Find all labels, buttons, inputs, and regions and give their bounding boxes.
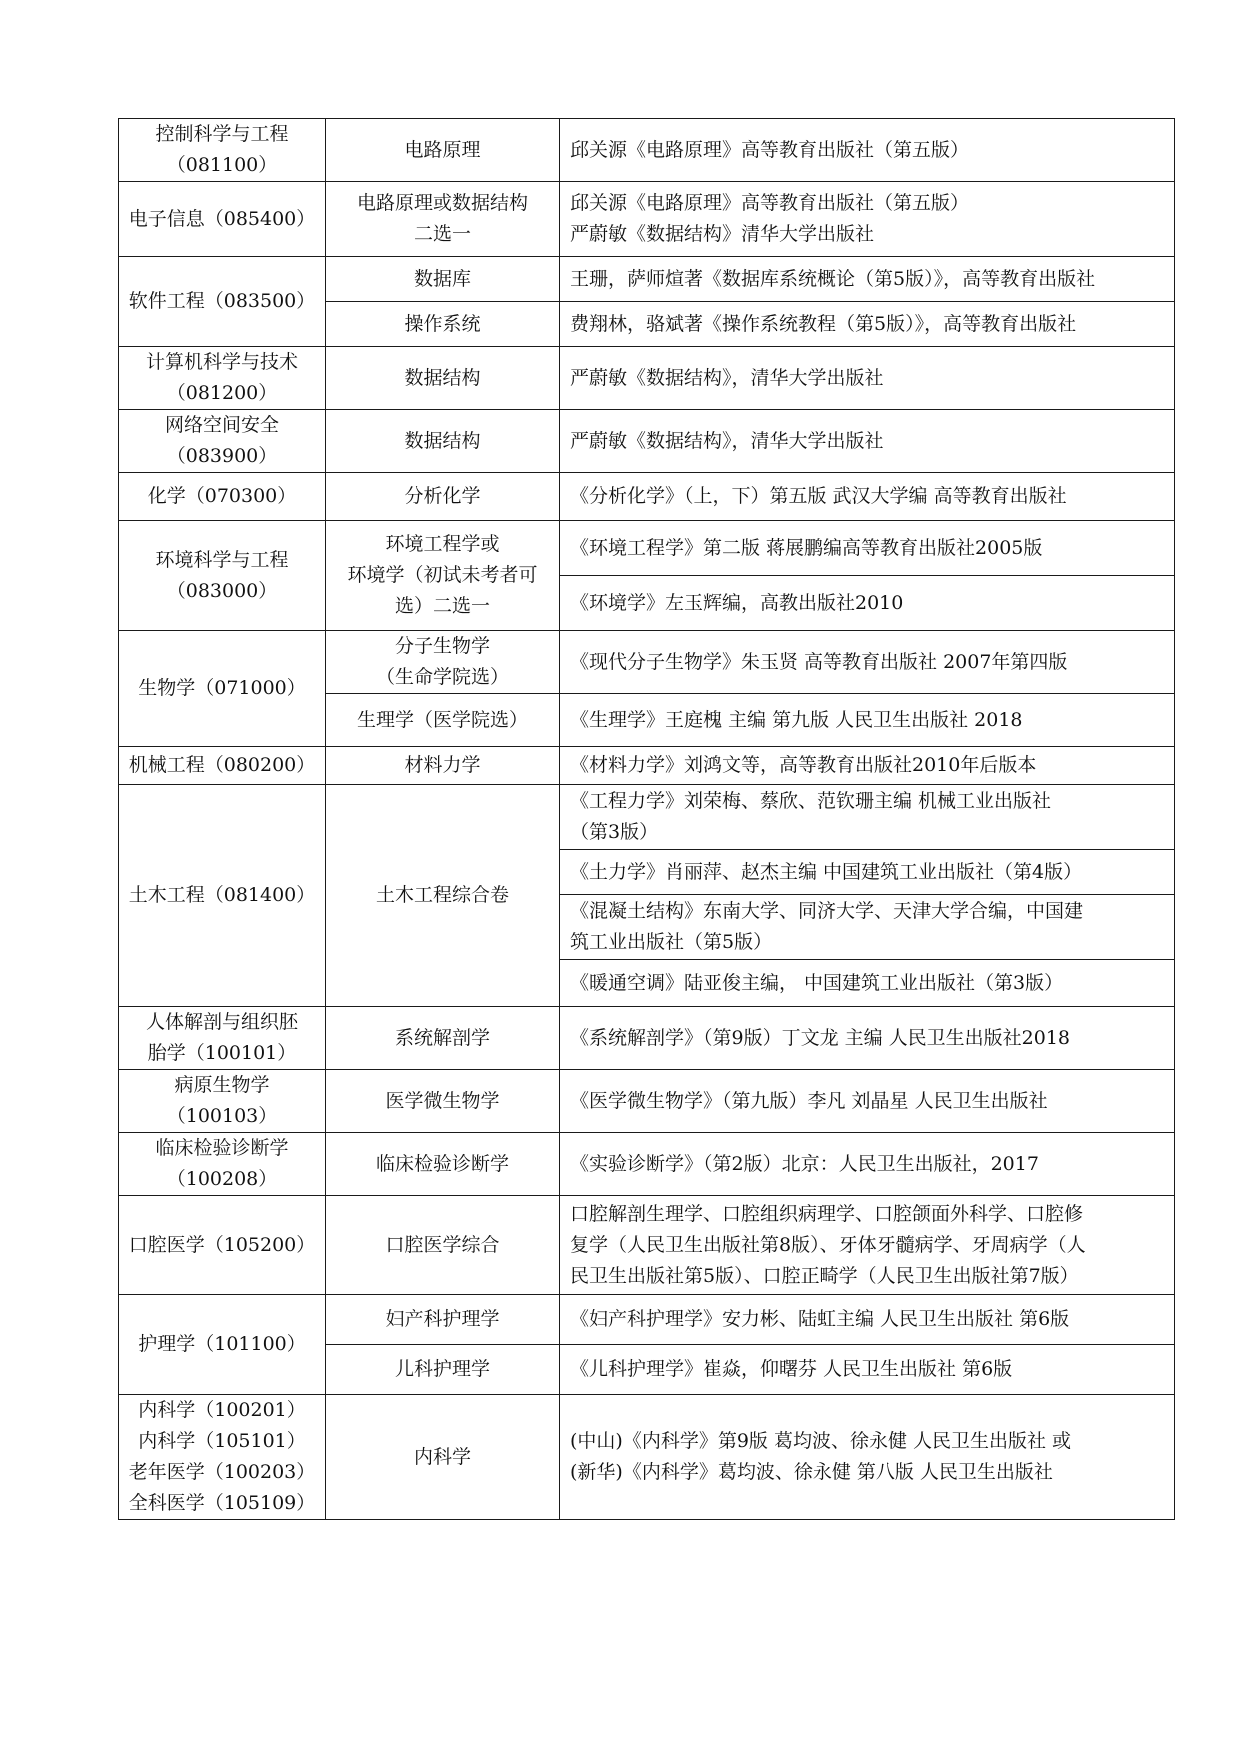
reference-book-cell-line: 《医学微生物学》（第九版）李凡 刘晶星 人民卫生出版社 (570, 1089, 1048, 1112)
exam-subject-cell-line: 数据结构 (404, 366, 481, 389)
exam-subject-cell (326, 1345, 560, 1395)
exam-subject-cell-line: 儿科护理学 (394, 1358, 490, 1380)
exam-subject-cell-line: 电路原理或数据结构 (356, 192, 528, 214)
reference-book-cell (560, 1345, 1175, 1395)
reference-book-cell-line: 《妇产科护理学》安力彬、陆虹主编 人民卫生出版社 第6版 (570, 1308, 1070, 1330)
reference-book-cell (560, 960, 1175, 1007)
major-cell (119, 1070, 326, 1133)
reference-book-cell-line: 筑工业出版社（第5版） (570, 931, 773, 953)
reference-book-cell-line: (新华)《内科学》葛均波、徐永健 第八版 人民卫生出版社 (570, 1461, 1053, 1483)
reference-book-cell-line: 《生理学》王庭槐 主编 第九版 人民卫生出版社 2018 (570, 708, 1023, 731)
reference-book-cell-line: 严蔚敏《数据结构》，清华大学出版社 (570, 429, 884, 452)
exam-subject-cell-line: 数据结构 (404, 429, 481, 452)
reference-book-cell (560, 1007, 1175, 1070)
exam-subject-cell-line: （生命学院选） (375, 666, 509, 688)
exam-subject-cell (326, 410, 560, 473)
reference-book-cell (560, 631, 1175, 694)
exam-subject-cell-line: 分子生物学 (394, 635, 490, 657)
reference-book-cell (560, 785, 1175, 850)
reference-book-cell-line: 邱关源《电路原理》高等教育出版社（第五版） (570, 192, 970, 214)
major-cell (119, 747, 326, 785)
exam-subject-cell (326, 1007, 560, 1070)
table-body (119, 119, 1175, 1520)
exam-subject-cell (326, 347, 560, 410)
reference-book-cell-line: 王珊，萨师煊著《数据库系统概论（第5版）》，高等教育出版社 (570, 267, 1096, 290)
major-cell (119, 1395, 326, 1520)
reference-book-table (118, 118, 1175, 1520)
reference-book-cell (560, 410, 1175, 473)
exam-subject-cell-line: 医学微生物学 (385, 1089, 500, 1112)
major-cell-line: （100208） (166, 1168, 278, 1190)
reference-book-cell-line: （第3版） (570, 821, 659, 843)
major-cell-line: （083900） (166, 445, 278, 467)
major-cell-line: 生物学（071000） (138, 677, 306, 699)
major-cell-line: 环境科学与工程 (155, 548, 289, 571)
major-cell (119, 119, 326, 182)
major-cell (119, 1196, 326, 1295)
major-cell (119, 631, 326, 747)
reference-book-cell (560, 182, 1175, 257)
table-row (119, 1070, 1175, 1133)
major-cell-line: 人体解剖与组织胚 (145, 1011, 298, 1033)
table-row (119, 521, 1175, 576)
major-cell-line: 机械工程（080200） (128, 754, 316, 776)
reference-book-cell (560, 1196, 1175, 1295)
reference-book-cell (560, 694, 1175, 747)
major-cell (119, 410, 326, 473)
reference-book-cell (560, 473, 1175, 521)
exam-subject-cell-line: 二选一 (413, 223, 471, 245)
major-cell (119, 1007, 326, 1070)
table-row (119, 1133, 1175, 1196)
table-row (119, 473, 1175, 521)
major-cell-line: （081200） (166, 382, 278, 404)
exam-subject-cell (326, 1070, 560, 1133)
reference-book-cell-line: 《系统解剖学》（第9版）丁文龙 主编 人民卫生出版社2018 (570, 1026, 1071, 1049)
table-row (119, 182, 1175, 257)
exam-subject-cell-line: 分析化学 (404, 485, 481, 507)
major-cell-line: 软件工程（083500） (128, 290, 316, 312)
exam-subject-cell (326, 694, 560, 747)
reference-book-cell (560, 1395, 1175, 1520)
table-row (119, 747, 1175, 785)
major-cell-line: 口腔医学（105200） (128, 1233, 316, 1256)
reference-book-cell-line: 《现代分子生物学》朱玉贤 高等教育出版社 2007年第四版 (570, 650, 1068, 673)
major-cell-line: 网络空间安全 (164, 414, 279, 436)
exam-subject-cell (326, 785, 560, 1007)
exam-subject-cell (326, 1196, 560, 1295)
reference-book-cell (560, 1133, 1175, 1196)
exam-subject-cell-line: 数据库 (413, 267, 471, 290)
major-cell-line: （100103） (166, 1105, 278, 1127)
reference-book-cell-line: 《混凝土结构》东南大学、同济大学、天津大学合编，中国建 (570, 900, 1084, 922)
major-cell-line: 化学（070300） (147, 485, 297, 507)
major-cell (119, 521, 326, 631)
reference-book-cell (560, 1295, 1175, 1345)
reference-book-cell (560, 302, 1175, 347)
reference-book-cell-line: 严蔚敏《数据结构》清华大学出版社 (570, 223, 875, 245)
reference-book-cell (560, 521, 1175, 576)
major-cell (119, 1295, 326, 1395)
major-cell (119, 785, 326, 1007)
major-cell (119, 182, 326, 257)
reference-book-cell-line: 邱关源《电路原理》高等教育出版社（第五版） (570, 138, 970, 161)
table-row (119, 257, 1175, 302)
exam-subject-cell-line: 材料力学 (404, 754, 481, 776)
exam-subject-cell (326, 257, 560, 302)
major-cell-line: 内科学（100201） (138, 1399, 306, 1421)
table-row (119, 119, 1175, 182)
exam-subject-cell (326, 119, 560, 182)
reference-book-cell (560, 747, 1175, 785)
major-cell-line: 电子信息（085400） (128, 207, 316, 230)
major-cell-line: 护理学（101100） (138, 1333, 306, 1355)
table-row (119, 347, 1175, 410)
major-cell-line: 胎学（100101） (147, 1042, 297, 1064)
exam-subject-cell-line: 环境学（初试未考者可 (347, 564, 538, 586)
major-cell-line: 内科学（105101） (138, 1430, 306, 1452)
major-cell (119, 257, 326, 347)
table-row (119, 631, 1175, 694)
reference-book-cell (560, 347, 1175, 410)
major-cell-line: （081100） (166, 154, 278, 176)
exam-subject-cell (326, 1395, 560, 1520)
exam-subject-cell-line: 选）二选一 (394, 595, 490, 617)
reference-book-cell-line: 《环境工程学》第二版 蒋展鹏编高等教育出版社2005版 (570, 536, 1043, 559)
major-cell-line: 控制科学与工程 (155, 123, 289, 145)
exam-subject-cell (326, 182, 560, 257)
reference-book-cell-line: (中山)《内科学》第9版 葛均波、徐永健 人民卫生出版社 或 (570, 1430, 1072, 1452)
reference-book-cell-line: 《工程力学》刘荣梅、蔡欣、范钦珊主编 机械工业出版社 (570, 790, 1052, 812)
reference-book-table-page (118, 118, 1174, 1520)
reference-book-cell-line: 严蔚敏《数据结构》，清华大学出版社 (570, 366, 884, 389)
major-cell-line: （083000） (166, 579, 278, 602)
reference-book-cell (560, 257, 1175, 302)
reference-book-cell (560, 119, 1175, 182)
reference-book-cell (560, 1070, 1175, 1133)
exam-subject-cell (326, 1295, 560, 1345)
table-row (119, 1007, 1175, 1070)
reference-book-cell-line: 口腔解剖生理学、口腔组织病理学、口腔颌面外科学、口腔修 (570, 1202, 1084, 1225)
reference-book-cell-line: 《实验诊断学》（第2版）北京：人民卫生出版社，2017 (570, 1152, 1039, 1175)
exam-subject-cell-line: 生理学（医学院选） (356, 708, 528, 731)
reference-book-cell-line: 《环境学》左玉辉编，高教出版社2010 (570, 591, 904, 614)
exam-subject-cell (326, 747, 560, 785)
reference-book-cell-line: 费翔林，骆斌著《操作系统教程（第5版）》，高等教育出版社 (570, 312, 1077, 335)
reference-book-cell-line: 《土力学》肖丽萍、赵杰主编 中国建筑工业出版社（第4版） (570, 860, 1083, 883)
major-cell-line: 病原生物学 (174, 1074, 270, 1096)
major-cell-line: 临床检验诊断学 (155, 1137, 289, 1159)
exam-subject-cell (326, 473, 560, 521)
exam-subject-cell-line: 电路原理 (404, 138, 481, 161)
table-row (119, 1196, 1175, 1295)
major-cell (119, 347, 326, 410)
reference-book-cell (560, 576, 1175, 631)
major-cell-line: 土木工程（081400） (128, 884, 316, 906)
reference-book-cell-line: 复学（人民卫生出版社第8版）、牙体牙髓病学、牙周病学（人 (570, 1233, 1086, 1256)
exam-subject-cell-line: 土木工程综合卷 (375, 884, 509, 906)
reference-book-cell (560, 850, 1175, 895)
major-cell (119, 473, 326, 521)
reference-book-cell-line: 民卫生出版社第5版）、口腔正畸学（人民卫生出版社第7版） (570, 1264, 1079, 1287)
exam-subject-cell (326, 521, 560, 631)
major-cell (119, 1133, 326, 1196)
major-cell-line: 老年医学（100203） (128, 1461, 316, 1483)
exam-subject-cell (326, 631, 560, 694)
reference-book-cell-line: 《分析化学》（上，下）第五版 武汉大学编 高等教育出版社 (570, 485, 1067, 507)
exam-subject-cell-line: 环境工程学或 (385, 533, 500, 555)
reference-book-cell-line: 《儿科护理学》崔焱，仰曙芬 人民卫生出版社 第6版 (570, 1358, 1013, 1380)
reference-book-cell (560, 895, 1175, 960)
table-row (119, 410, 1175, 473)
exam-subject-cell (326, 1133, 560, 1196)
exam-subject-cell-line: 内科学 (413, 1445, 471, 1468)
exam-subject-cell-line: 口腔医学综合 (385, 1233, 500, 1256)
reference-book-cell-line: 《暖通空调》陆亚俊主编， 中国建筑工业出版社（第3版） (570, 971, 1064, 994)
table-row (119, 1395, 1175, 1520)
table-row (119, 785, 1175, 850)
table-row (119, 1295, 1175, 1345)
reference-book-cell-line: 《材料力学》刘鸿文等，高等教育出版社2010年后版本 (570, 754, 1037, 776)
exam-subject-cell-line: 临床检验诊断学 (375, 1152, 509, 1175)
major-cell-line: 计算机科学与技术 (145, 351, 298, 373)
exam-subject-cell-line: 操作系统 (404, 312, 481, 335)
exam-subject-cell-line: 妇产科护理学 (385, 1308, 500, 1330)
exam-subject-cell (326, 302, 560, 347)
exam-subject-cell-line: 系统解剖学 (394, 1026, 490, 1049)
major-cell-line: 全科医学（105109） (128, 1492, 316, 1514)
